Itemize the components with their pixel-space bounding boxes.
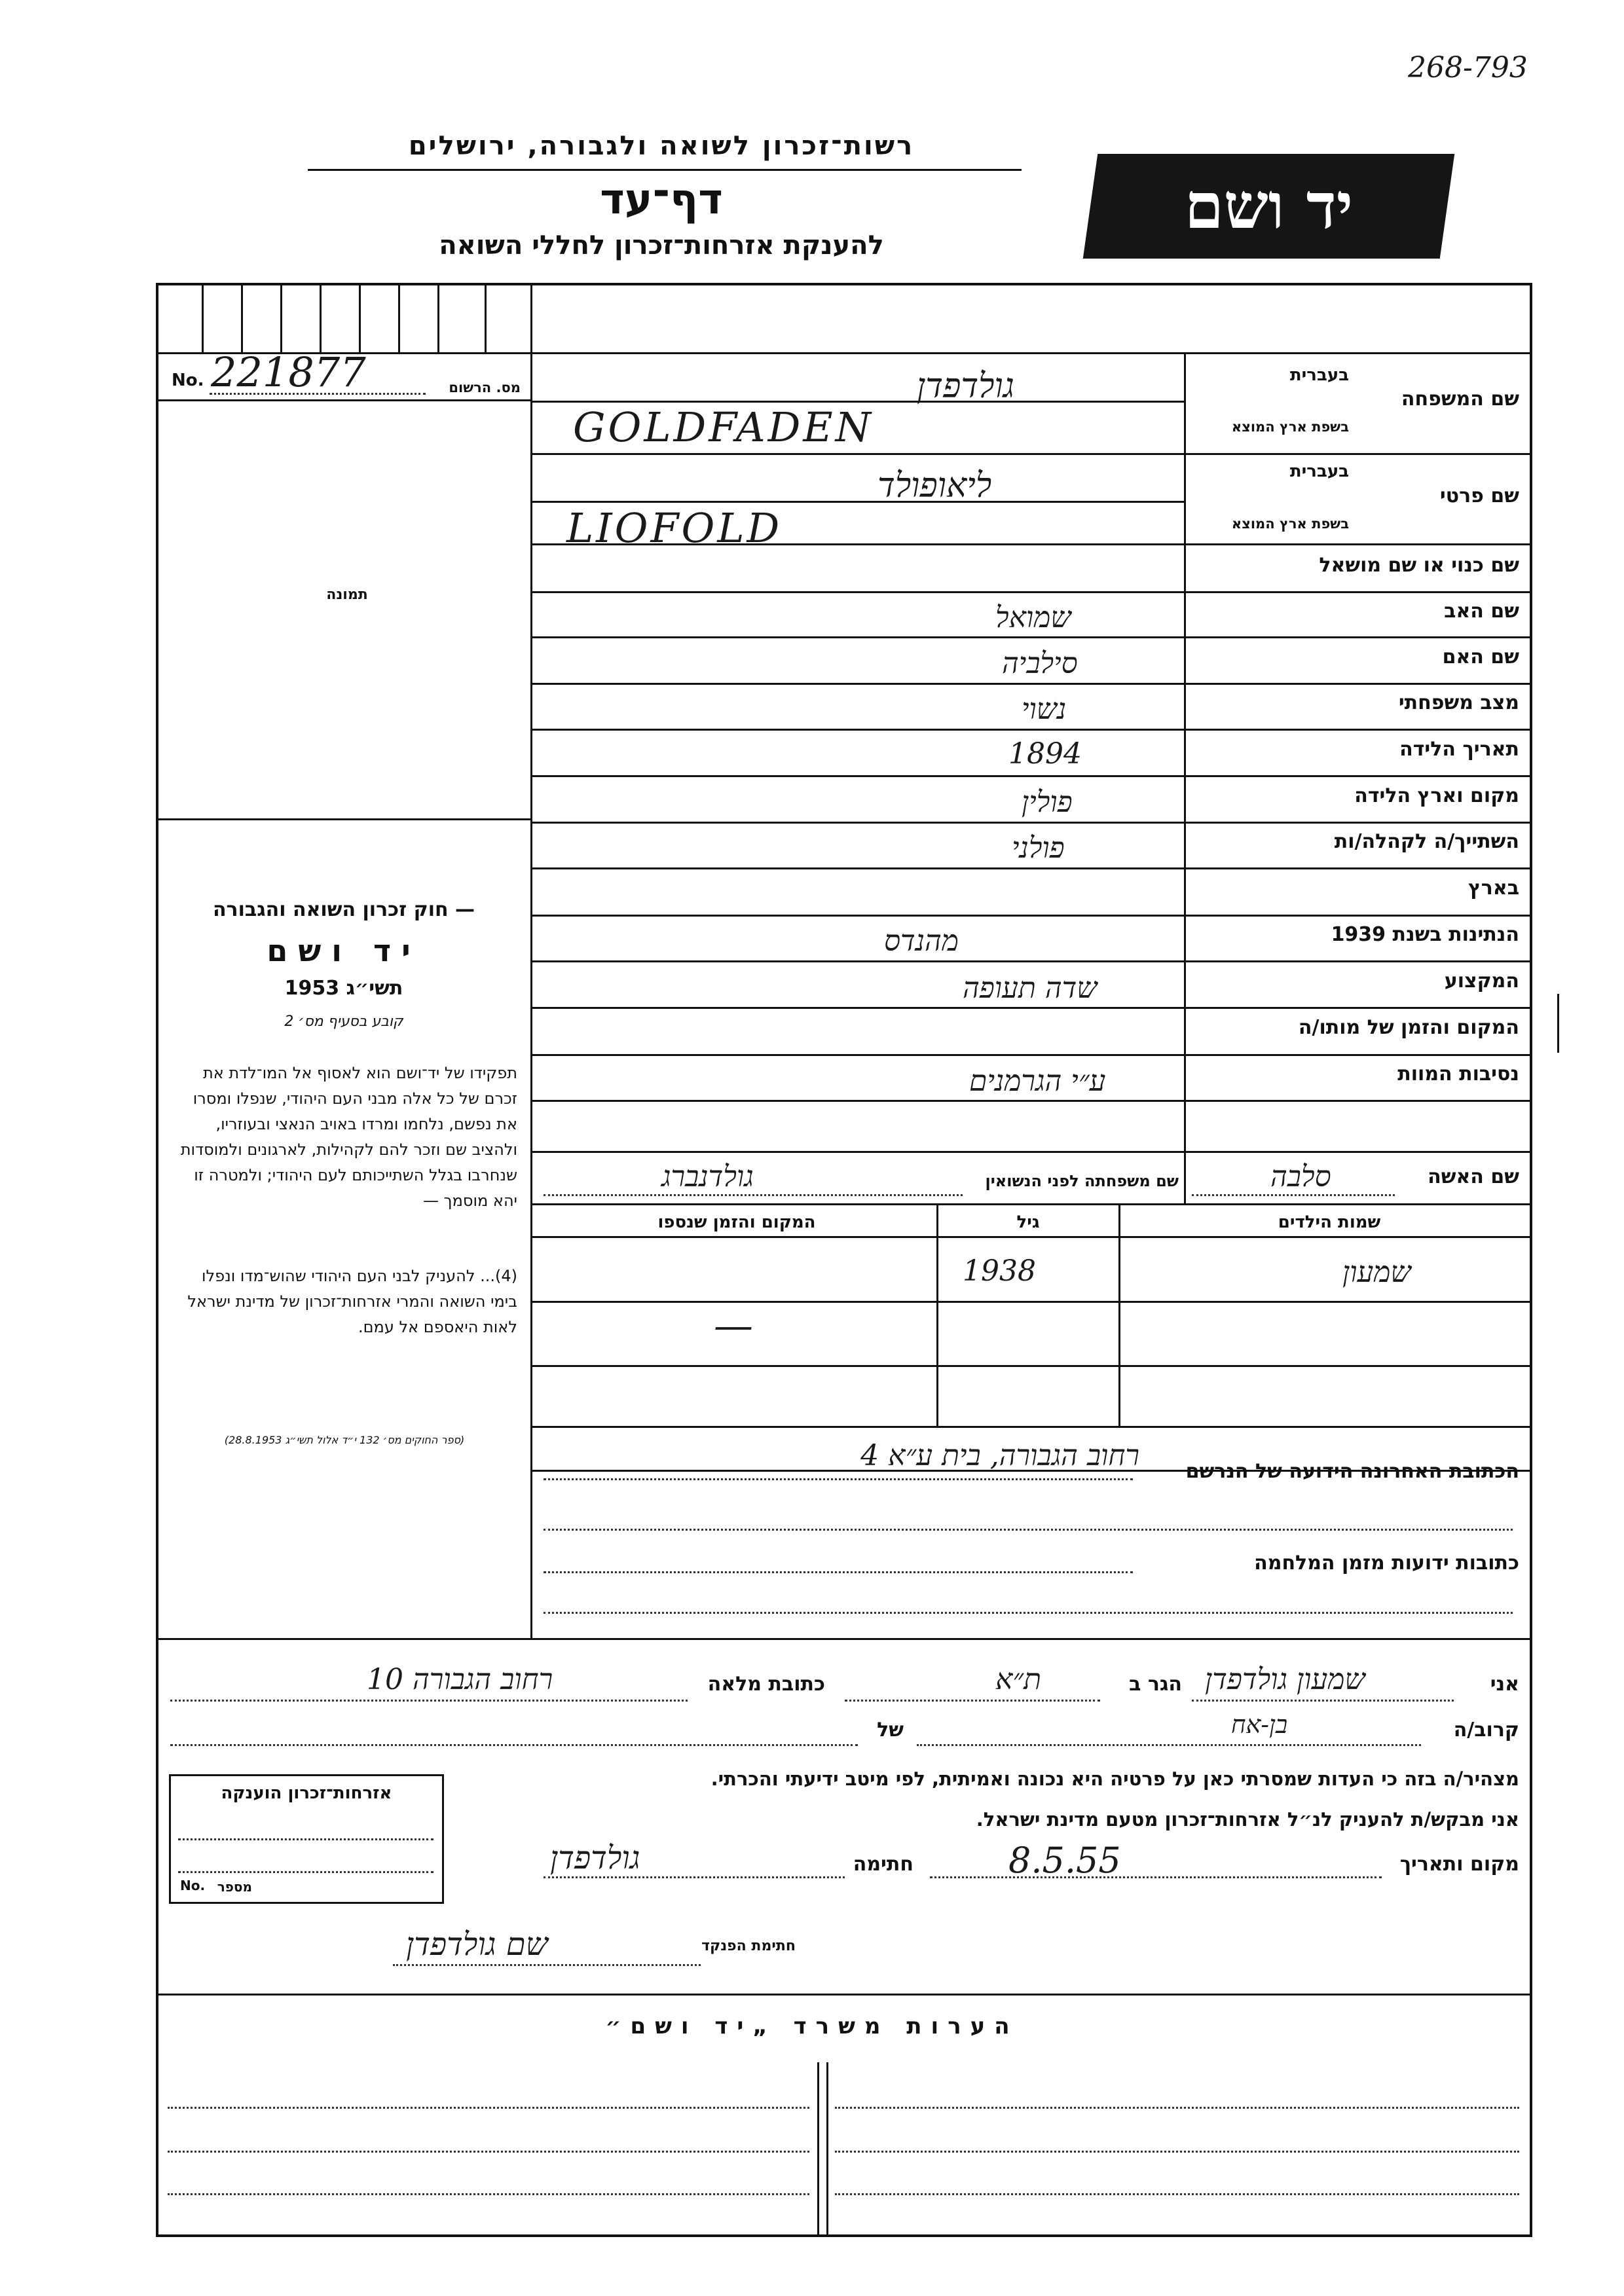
registration-no-label: No. [172, 371, 204, 390]
law-clause: קובע בסעיף מס׳ 2 [284, 1013, 403, 1030]
family-name-origin-label: בשפת ארץ המוצא [1231, 419, 1349, 435]
form-title: דף־עד [600, 175, 723, 224]
death-cause-value: ע״י הגרמנים [969, 1065, 1106, 1098]
photo-label: תמונה [326, 587, 368, 603]
father-value: שמואל [995, 601, 1071, 634]
request-text: אני מבקש/ת להעניק לנ״ל אזרחות־זכרון מטעם מדינת ישראל. [976, 1808, 1519, 1831]
birth-date-label: תאריך הלידה [1399, 738, 1519, 761]
file-reference: 268-793 [1408, 51, 1528, 84]
citizenship-box-no: No. [180, 1878, 206, 1893]
declarant-label: אני [1490, 1673, 1519, 1696]
declarant-name-value: שמעון גולדפדן [1205, 1663, 1365, 1696]
first-name-hebrew-value: ליאופולד [877, 466, 992, 505]
relation-value: בן-אח [1231, 1710, 1288, 1739]
commissioner-signature-value: שם גולדפדן [406, 1926, 548, 1963]
of-label: של [877, 1719, 904, 1741]
authority-heading: רשות־זכרון לשואה ולגבורה, ירושלים [408, 131, 915, 161]
family-name-hebrew-label: בעברית [1289, 365, 1349, 385]
registration-number: 221877 [211, 348, 366, 396]
first-name-label: שם פרטי [1439, 484, 1519, 507]
law-paragraph-2: (4)... להעניק לבני העם היהודי שהוש־מדו ונפלו בימי השואה והמרי אזרחות־זכרון של מדינת ישראל לאות היאספם אל עמם. [187, 1267, 517, 1336]
law-title: — חוק זכרון השואה והגבורה [212, 898, 475, 921]
death-cause-label: נסיבות המוות [1397, 1063, 1519, 1085]
wartime-addresses-label: כתובות ידועות מזמן המלחמה [1254, 1552, 1519, 1575]
birth-place-label: מקום וארץ הלידה [1354, 784, 1519, 807]
registration-label: מס. הרשום [449, 380, 521, 395]
residing-label: הגר ב [1129, 1673, 1182, 1696]
marital-status-value: נשוי [1022, 693, 1067, 726]
relative-label: קרוב/ה [1453, 1719, 1519, 1741]
place-time-died-label: המקום והזמן שנספו [657, 1212, 816, 1232]
wife-name-label: שם האשה [1428, 1165, 1519, 1188]
maiden-name-value: גולדנברג [661, 1160, 754, 1194]
nickname-label: שם כנוי או שם מושאל [1319, 554, 1519, 577]
child-age-value: 1938 [963, 1254, 1036, 1288]
country-value: פולני [1012, 831, 1065, 865]
first-name-origin-label: בשפת ארץ המוצא [1231, 516, 1349, 532]
last-address-label: הכתובת האחרונה הידועה של הנרשם [1185, 1460, 1519, 1483]
declarant-address-value: רחוב הגבורה 10 [367, 1663, 553, 1696]
yad-vashem-logo [1083, 154, 1454, 259]
authority-underline [308, 169, 1022, 171]
family-name-hebrew-value: גולדפדן [917, 367, 1014, 406]
child-name-value: שמעון [1342, 1256, 1411, 1289]
death-place-value: שדה תעופה [963, 972, 1098, 1005]
father-label: שם האב [1444, 600, 1519, 623]
country-label: בארץ [1467, 877, 1519, 900]
form-subtitle: להענקת אזרחות־זכרון לחללי השואה [439, 230, 884, 261]
place-date-label: מקום ותאריך [1399, 1853, 1519, 1876]
age-label: גיל [1016, 1212, 1040, 1232]
margin-mark [1557, 994, 1559, 1053]
law-name: יד ושם [267, 933, 421, 968]
place-date-value: 8.5.55 [1008, 1840, 1121, 1881]
signature-label: חתימה [853, 1853, 913, 1876]
profession-label: המקצוע [1444, 970, 1519, 993]
community-label: השתייך/ה לקהלה/ות [1334, 830, 1519, 853]
citizenship-1939-label: הנתינות בשנת 1939 [1331, 923, 1519, 946]
first-name-hebrew-label: בעברית [1289, 462, 1349, 481]
family-name-latin-value: GOLDFADEN [573, 403, 874, 451]
wife-name-value: סלבה [1270, 1160, 1331, 1194]
children-names-label: שמות הילדים [1278, 1212, 1381, 1232]
citizenship-box-number-label: מספר [217, 1879, 252, 1895]
birth-place-value: פולין [1022, 786, 1073, 819]
first-name-latin-value: LIOFOLD [566, 504, 783, 552]
profession-value: מהנדס [884, 924, 959, 958]
mother-label: שם האם [1442, 646, 1519, 668]
office-notes-heading: הערות משרד „יד ושם״ [605, 2013, 1019, 2039]
logo-text: יד ושם [1184, 169, 1354, 243]
birth-date-value: 1894 [1008, 737, 1082, 771]
child-place-value: — [714, 1303, 753, 1349]
law-footnote: (ספר החוקים מס׳ 132 י״ד אלול תשי״ג 28.8.1953) [224, 1434, 465, 1446]
citizenship-box-title: אזרחות־זכרון הוענקה [221, 1783, 392, 1803]
signature-value: גולדפדן [550, 1840, 640, 1876]
declarant-city-value: ת״א [995, 1663, 1041, 1696]
law-year: תשי״ג 1953 [284, 977, 403, 1000]
marital-status-label: מצב משפחתי [1398, 691, 1519, 714]
law-paragraph-1: תפקידו של יד־ושם הוא לאסוף אל המו־לדת את זכרם של כל אלה מבני העם היהודי, שנפלו ומסרו את נפשם, נלחמו ומרדו באויב הנאצי ובעוזריו, ולהציב שם וזכר להם לקהילות, לארגונים ולמוסדות שנחרבו בגלל השתייכותם לעם היהודי; ולמטרה זו יהא מוסמך — [180, 1064, 517, 1210]
last-address-value: רחוב הגבורה, בית ע״א 4 [860, 1439, 1139, 1472]
commissioner-signature-label: חתימת הפנקד [701, 1938, 796, 1954]
full-address-label: כתובת מלאה [707, 1673, 825, 1696]
mother-value: סילביה [1002, 647, 1078, 680]
family-name-label: שם המשפחה [1401, 388, 1519, 410]
declaration-text: מצהיר/ה בזה כי העדות שמסרתי כאן על פרטיה היא נכונה ואמיתית, לפי מיטב ידיעתי והכרתי. [710, 1768, 1519, 1790]
maiden-name-label: שם משפחתה לפני הנשואין [985, 1172, 1179, 1190]
death-place-label: המקום והזמן של מותו/ה [1298, 1016, 1519, 1039]
